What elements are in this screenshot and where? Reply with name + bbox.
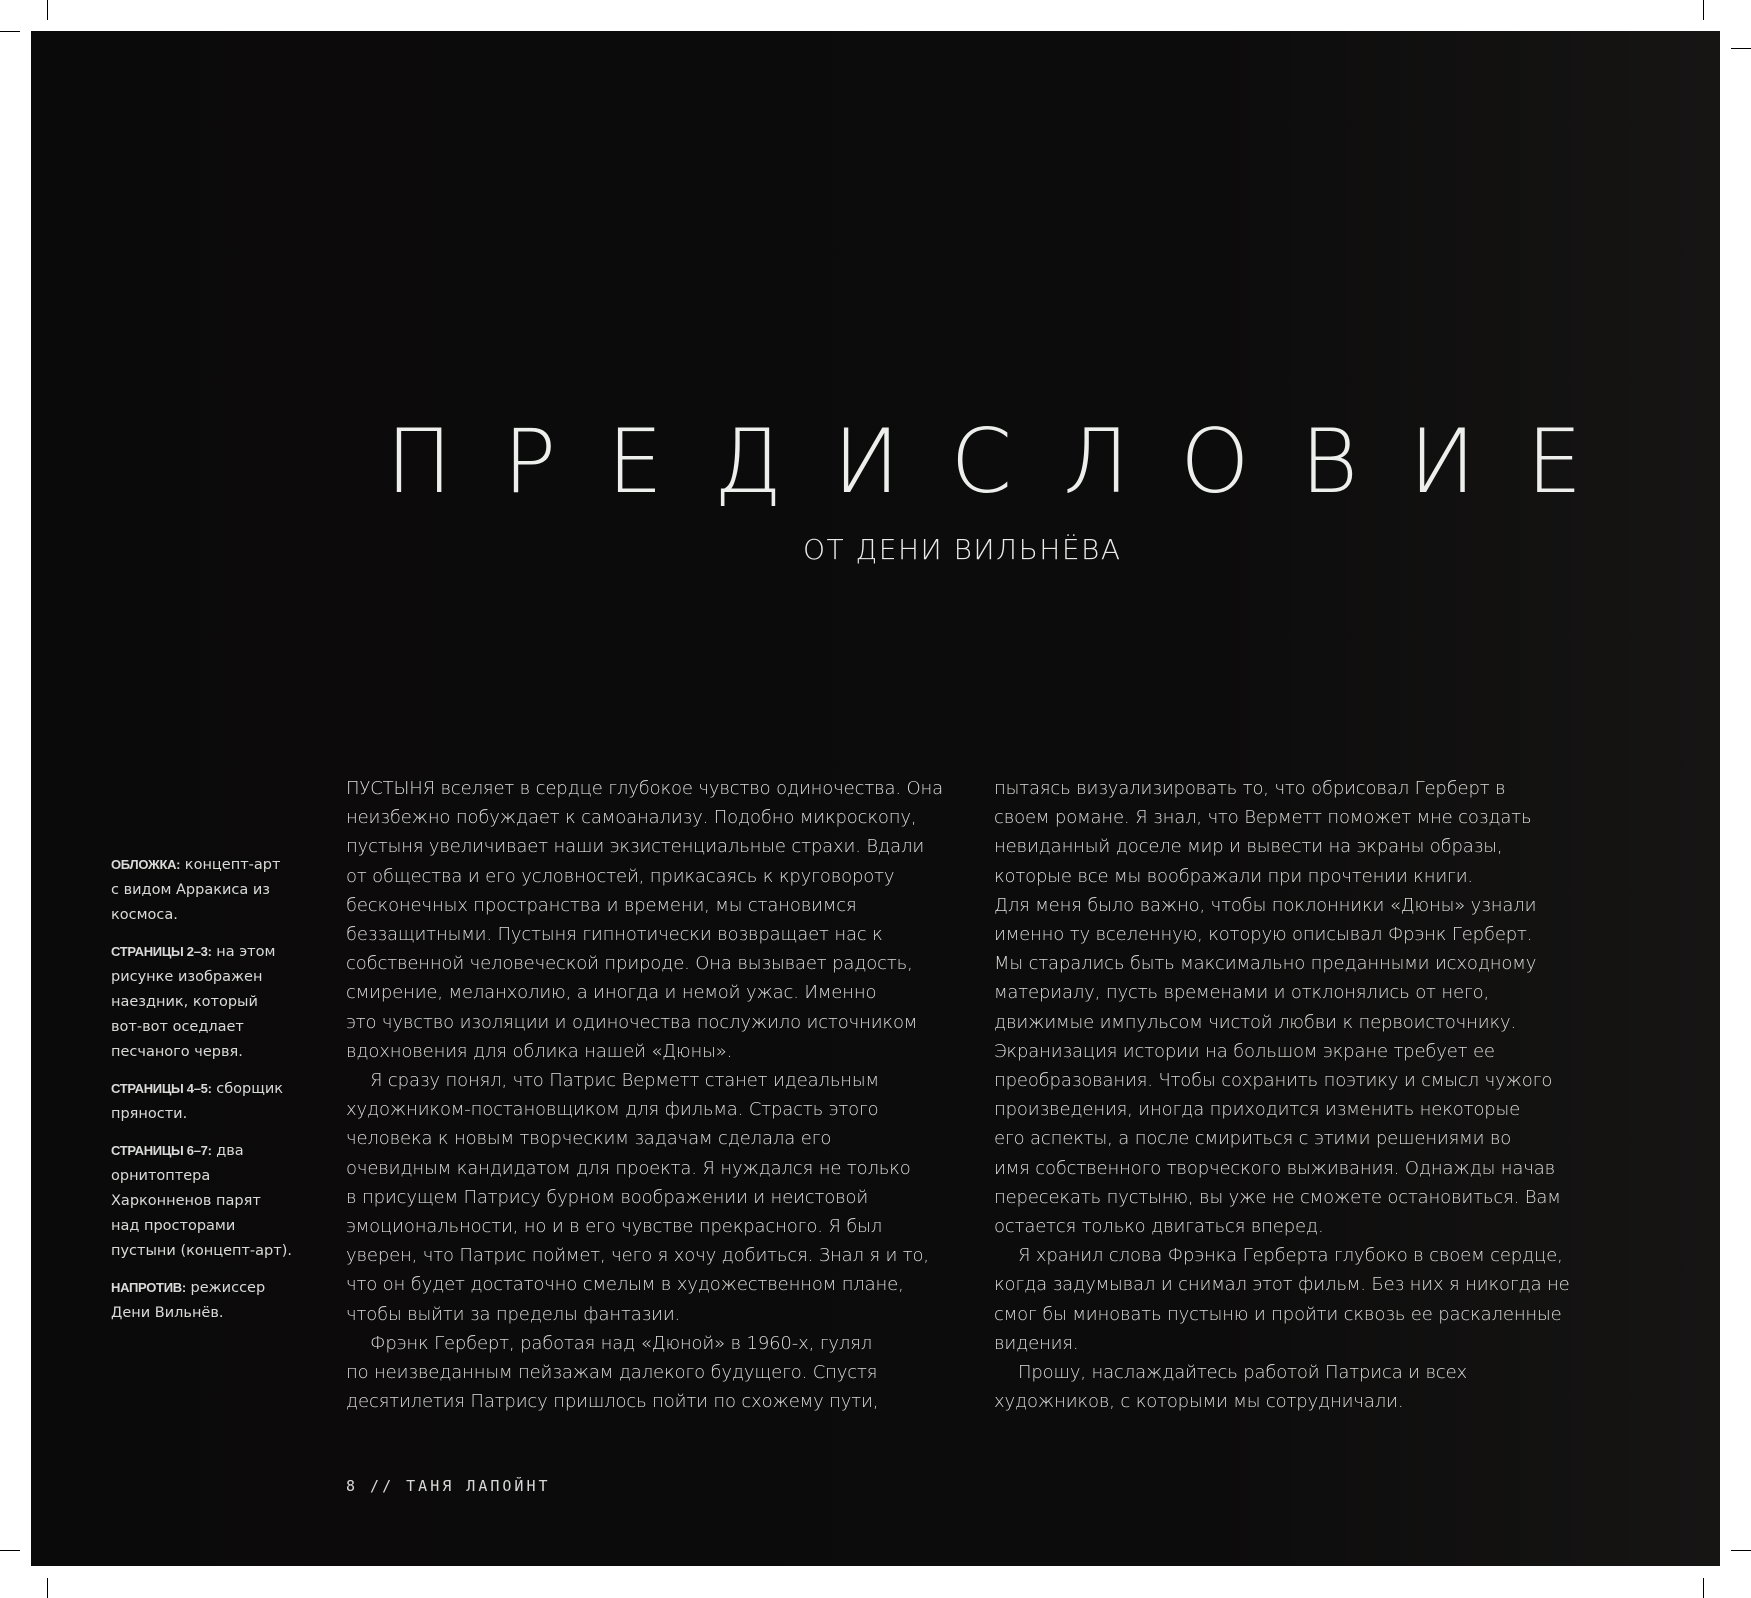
crop-mark	[47, 1578, 48, 1598]
text-line: бесконечных пространства и времени, мы становимся	[346, 894, 857, 916]
crop-mark	[1703, 1578, 1704, 1598]
text-line: художником-постановщиком для фильма. Страсть этого	[346, 1099, 879, 1121]
text-line: чтобы выйти за пределы фантазии.	[346, 1303, 681, 1325]
text-line: своем романе. Я знал, что Верметт поможет мне создать	[994, 807, 1532, 829]
caption-text: песчаного червя.	[111, 1044, 243, 1060]
caption-text: два	[211, 1143, 244, 1159]
text-line: десятилетия Патрису пришлось пойти по схожему пути,	[346, 1391, 879, 1413]
text-line: произведения, иногда приходится изменить некоторые	[994, 1099, 1521, 1121]
caption-note	[111, 939, 301, 1065]
caption-note	[111, 1275, 301, 1326]
caption-note	[111, 1138, 301, 1264]
caption-text: на этом	[211, 944, 276, 960]
caption-text: космоса.	[111, 907, 178, 923]
caption-text: с видом Арракиса из	[111, 882, 270, 898]
text-line: его аспекты, а после смириться с этими решениями во	[994, 1128, 1512, 1150]
crop-mark	[0, 1550, 20, 1551]
text-line: от общества и его условностей, прикасаясь к круговороту	[346, 865, 895, 887]
text-line: человека к новым творческим задачам сделала его	[346, 1128, 832, 1150]
text-line: Экранизация истории на большом экране требует ее	[994, 1040, 1495, 1062]
text-line: это чувство изоляции и одиночества послужило источником	[346, 1011, 918, 1033]
caption-text: вот-вот оседлает	[111, 1019, 244, 1035]
text-line: Мы старались быть максимально преданными исходному	[994, 953, 1537, 975]
caption-label: СТРАНИЦЫ 2–3:	[111, 944, 212, 959]
body-column-left	[346, 774, 946, 1416]
text-line: Я сразу понял, что Патрис Верметт станет идеальным	[370, 1070, 879, 1092]
text-line: имя собственного творческого выживания. Однажды начав	[994, 1157, 1556, 1179]
text-line: смог бы миновать пустыню и пройти сквозь ее раскаленные	[994, 1303, 1562, 1325]
crop-mark	[0, 31, 20, 32]
text-line: уверен, что Патрис поймет, чего я хочу добиться. Знал я и то,	[346, 1245, 929, 1267]
text-line: Я хранил слова Фрэнка Герберта глубоко в своем сердце,	[1018, 1245, 1563, 1267]
crop-mark	[1731, 1550, 1751, 1551]
text-line: эмоциональности, но и в его чувстве прекрасного. Я был	[346, 1216, 883, 1238]
caption-text: наездник, который	[111, 994, 258, 1010]
caption-text: над просторами	[111, 1218, 236, 1234]
crop-mark	[1731, 48, 1751, 49]
caption-text: сборщик	[211, 1081, 284, 1097]
page-title: ПРЕДИСЛОВИЕ	[386, 410, 1634, 513]
text-line: преобразования. Чтобы сохранить поэтику и смысл чужого	[994, 1070, 1553, 1092]
text-line: остается только двигаться вперед.	[994, 1216, 1324, 1238]
text-line: видения.	[994, 1332, 1079, 1354]
caption-text: концепт-арт	[180, 857, 281, 873]
text-line: очевидным кандидатом для проекта. Я нуждался не только	[346, 1157, 911, 1179]
text-line: по неизведанным пейзажам далекого будущего. Спустя	[346, 1362, 878, 1384]
crop-mark	[47, 0, 48, 20]
text-line: собственной человеческой природе. Она вызывает радость,	[346, 953, 913, 975]
text-line: которые все мы воображали при прочтении книги.	[994, 865, 1474, 887]
text-line: именно ту вселенную, которую описывал Фрэнк Герберт.	[994, 924, 1533, 946]
text-line: художников, с которыми мы сотрудничали.	[994, 1391, 1404, 1413]
caption-text: Харконненов парят	[111, 1193, 261, 1209]
text-line: Для меня было важно, чтобы поклонники «Дюны» узнали	[994, 894, 1537, 916]
caption-label: СТРАНИЦЫ 4–5:	[111, 1081, 212, 1096]
page-subtitle: ОТ ДЕНИ ВИЛЬНЁВА	[803, 533, 1122, 566]
text-line: невиданный доселе мир и вывести на экраны образы,	[994, 836, 1503, 858]
caption-text: Дени Вильнёв.	[111, 1305, 224, 1321]
text-line: материалу, пусть временами и отклонялись от него,	[994, 982, 1490, 1004]
caption-note	[111, 1076, 301, 1127]
caption-text: рисунке изображен	[111, 969, 263, 985]
caption-text: режиссер	[185, 1280, 266, 1296]
text-line: движимые импульсом чистой любви к первоисточнику.	[994, 1011, 1517, 1033]
body-column-right	[994, 774, 1594, 1416]
caption-sidebar	[111, 852, 301, 1337]
text-line: в присущем Патрису бурном воображении и неистовой	[346, 1186, 869, 1208]
text-line: Прошу, наслаждайтесь работой Патриса и всех	[1018, 1362, 1468, 1384]
text-line: неизбежно побуждает к самоанализу. Подобно микроскопу,	[346, 807, 917, 829]
text-line: ПУСТЫНЯ вселяет в сердце глубокое чувство одиночества. Она	[346, 778, 943, 799]
page-folio: 8 // ТАНЯ ЛАПОЙНТ	[346, 1477, 551, 1495]
caption-label: ОБЛОЖКА:	[111, 857, 181, 872]
text-line: беззащитными. Пустыня гипнотически возвращает нас к	[346, 924, 883, 946]
caption-label: НАПРОТИВ:	[111, 1280, 186, 1295]
text-line: смирение, меланхолию, а иногда и немой ужас. Именно	[346, 982, 877, 1004]
text-line: пустыня увеличивает наши экзистенциальные страхи. Вдали	[346, 836, 925, 858]
caption-text: пустыни (концепт-арт).	[111, 1243, 292, 1259]
caption-label: СТРАНИЦЫ 6–7:	[111, 1143, 212, 1158]
text-line: когда задумывал и снимал этот фильм. Без них я никогда не	[994, 1274, 1570, 1296]
text-line: что он будет достаточно смелым в художественном плане,	[346, 1274, 904, 1296]
caption-note	[111, 852, 301, 928]
caption-text: пряности.	[111, 1106, 188, 1122]
text-line: пересекать пустыню, вы уже не сможете остановиться. Вам	[994, 1186, 1561, 1208]
text-line: вдохновения для облика нашей «Дюны».	[346, 1040, 733, 1062]
caption-text: орнитоптера	[111, 1168, 211, 1184]
text-line: пытаясь визуализировать то, что обрисовал Герберт в	[994, 778, 1506, 799]
text-line: Фрэнк Герберт, работая над «Дюной» в 1960-х, гулял	[370, 1332, 873, 1354]
crop-mark	[1703, 0, 1704, 20]
